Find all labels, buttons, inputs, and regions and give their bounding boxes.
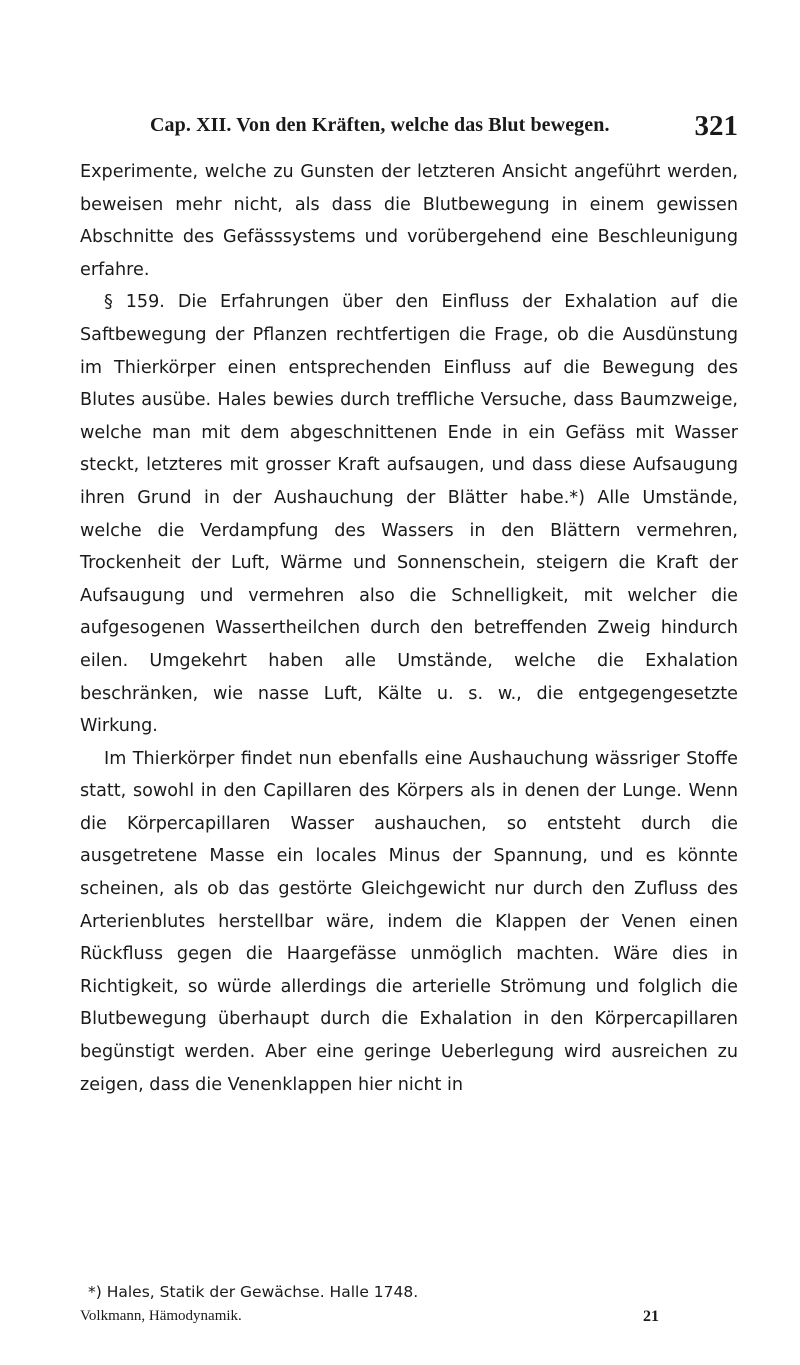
running-head: Cap. XII. Von den Kräften, welche das Blut bewegen.	[150, 114, 610, 136]
signature-mark: 21	[643, 1308, 659, 1325]
paragraph: Experimente, welche zu Gunsten der letzteren Ansicht angeführt werden, beweisen mehr nicht, als dass die Blutbewegung in einem gewissen Abschnitte des Gefässsystems und vorübergehend eine Beschleunigung erfahre.	[80, 162, 738, 280]
signature-author: Volkmann, Hämodynamik.	[80, 1308, 242, 1324]
body-text	[80, 156, 738, 1101]
paragraph: Im Thierkörper findet nun ebenfalls eine Aushauchung wässriger Stoffe statt, sowohl in den Capillaren des Körpers als in denen der Lunge. Wenn die Körpercapillaren Wasser aushauchen, so entsteht durch die ausgetretene Masse ein locales Minus der Spannung, und es könnte scheinen, als ob das gestörte Gleichgewicht nur durch den Zufluss des Arterienblutes herstellbar wäre, indem die Klappen der Venen einen Rückfluss gegen die Haargefässe unmöglich machten. Wäre dies in Richtigkeit, so würde allerdings die arterielle Strömung und folglich die Blutbewegung überhaupt durch die Exhalation in den Körpercapillaren begünstigt werden. Aber eine geringe Ueberlegung wird ausreichen zu zeigen, dass die Venenklappen hier nicht in	[80, 748, 738, 1095]
signature-line	[80, 1308, 738, 1334]
footnote: *) Hales, Statik der Gewächse. Halle 1748.	[88, 1283, 419, 1301]
paragraph: § 159. Die Erfahrungen über den Einfluss der Exhalation auf die Saftbewegung der Pflanzen rechtfertigen die Frage, ob die Ausdünstung im Thierkörper einen entsprechenden Einfluss auf die Bewegung des Blutes ausübe. Hales bewies durch treffliche Versuche, dass Baumzweige, welche man mit dem abgeschnittenen Ende in ein Gefäss mit Wasser steckt, letzteres mit grosser Kraft aufsaugen, und dass diese Aufsaugung ihren Grund in der Aushauchung der Blätter habe.*) Alle Umstände, welche die Verdampfung des Wassers in den Blättern vermehren, Trockenheit der Luft, Wärme und Sonnenschein, steigern die Kraft der Aufsaugung und vermehren also die Schnelligkeit, mit welcher die aufgesogenen Wassertheilchen durch den betreffenden Zweig hindurch eilen. Umgekehrt haben alle Umstände, welche die Exhalation beschränken, wie nasse Luft, Kälte u. s. w., die entgegengesetzte Wirkung.	[80, 292, 738, 737]
page-header	[150, 110, 738, 150]
page-number: 321	[694, 110, 738, 142]
